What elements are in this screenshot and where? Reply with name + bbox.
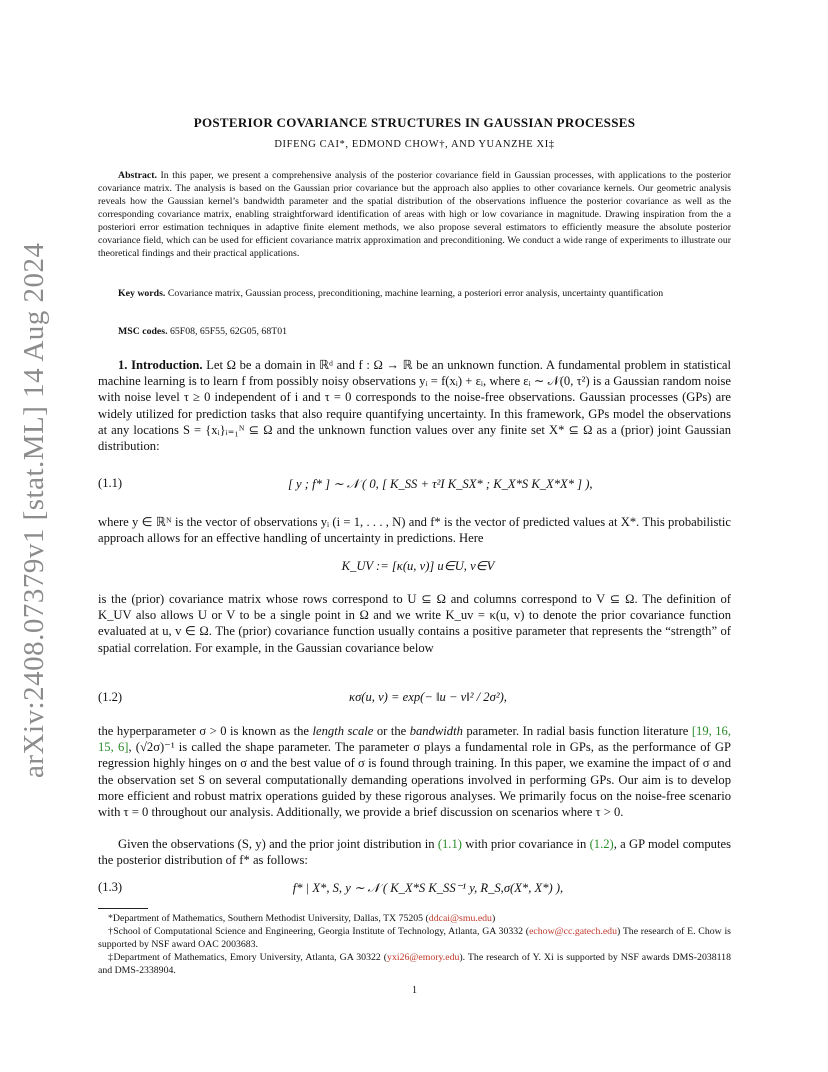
keywords-label: Key words.: [118, 288, 166, 299]
intro-paragraph-2: where y ∈ ℝᴺ is the vector of observations yᵢ (i = 1, . . . , N) and f* is the vector of predicted values at X*. This probabilistic approach allows for an effective handling of uncertainty in predictions. Here: [98, 515, 731, 546]
footnote-text: ): [491, 913, 496, 924]
equation-1-2: [98, 690, 731, 712]
equation-1-1: [98, 470, 731, 506]
footnote-text: ‡Department of Mathematics, Emory University, Atlanta, GA 30322 (: [108, 952, 388, 963]
footnote-text: ). The research of Y. Xi is supported by NSF awards DMS-2038118 and DMS-2338904.: [98, 952, 731, 976]
email-link[interactable]: echow@cc.gatech.edu: [529, 926, 617, 937]
intro-paragraph-4: [98, 723, 731, 820]
footnote-2: [98, 925, 731, 951]
intro-paragraph-3: is the (prior) covariance matrix whose rows correspond to U ⊆ Ω and columns correspond to V ⊆ Ω. The definition of K_UV also allows U or V to be a single point in Ω and we write K_uv = κ(u, v) to denote the prior covariance function evaluated at u, v ∈ Ω. The (prior) covariance function usually contains a positive parameter that represents the “strength” of spatial correlation. For example, in the Gaussian covariance below: [98, 592, 731, 655]
keywords-text: Covariance matrix, Gaussian process, preconditioning, machine learning, a posteriori error analysis, uncertainty quantification: [167, 288, 664, 299]
msc-label: MSC codes.: [118, 326, 168, 337]
email-link[interactable]: ddcai@smu.edu: [428, 913, 492, 924]
equation-ref-link[interactable]: (1.1): [437, 837, 462, 851]
emphasis: length scale: [312, 724, 374, 738]
abstract: [98, 169, 731, 260]
intro-paragraph-5: [98, 836, 731, 868]
msc-codes: [98, 326, 731, 337]
text-run: , (√2σ)⁻¹ is called the shape parameter. The parameter σ plays a fundamental role in GPs, as the performance of GP regression highly hinges on σ and the best value of σ is found through training. In this paper, we examine the impact of σ and the observation set S on several computationally demanding operations involved in performing GPs. Our aim is to develop more efficient and robust matrix operations guided by these rigorous analyses. We primarily focus on the noise-free scenario with τ = 0 throughout our analysis. Additionally, we provide a brief discussion on scenarios where τ > 0.: [98, 740, 731, 820]
footnote-3: [98, 951, 731, 977]
page-number: 1: [412, 985, 417, 996]
emphasis: bandwidth: [409, 724, 463, 738]
footnote-text: ) The research of E. Chow is supported by NSF award OAC 2003683.: [98, 926, 731, 950]
intro-p1-text: Let Ω be a domain in ℝᵈ and f : Ω → ℝ be an unknown function. A fundamental problem in statistical machine learning is to learn f from possibly noisy observations yᵢ = f(xᵢ) + εᵢ, where εᵢ ∼ 𝒩(0, τ²) is a Gaussian random noise with noise level τ ≥ 0 independent of i and τ = 0 corresponds to the noise-free observations. Gaussian processes (GPs) are widely utilized for prediction tasks that also require quantifying uncertainty. In this framework, GPs model the observations at any locations S = {xᵢ}ᵢ₌₁ᴺ ⊆ Ω and the unknown function values over any finite set X* ⊆ Ω as a (prior) joint Gaussian distribution:: [98, 358, 732, 454]
text-run: with prior covariance in: [461, 837, 590, 851]
intro-paragraph-1: [98, 357, 731, 454]
msc-text: 65F08, 65F55, 62G05, 68T01: [169, 326, 288, 337]
citation-link[interactable]: [19, 16, 15, 6]: [98, 724, 732, 755]
email-link[interactable]: yxi26@emory.edu: [387, 952, 460, 963]
footnote-rule: [98, 908, 148, 909]
equation-ref-link[interactable]: (1.2): [589, 837, 614, 851]
equation-body: [ y ; f* ] ∼ 𝒩 ( 0, [ K_SS + τ²I K_SX* ; K_X*S K_X*X* ] ),: [288, 477, 593, 491]
equation-1-3: [98, 880, 731, 902]
abstract-text: In this paper, we present a comprehensive analysis of the posterior covariance field in Gaussian processes, with applications to the posterior covariance matrix. The analysis is based on the Gaussian prior covariance but the approach also applies to other covariance kernels. Our geometric analysis reveals how the Gaussian kernel’s bandwidth parameter and the spatial distribution of the observations influence the posterior covariance as well as the corresponding covariance matrix, enabling straightforward identification of areas with high or low covariance in magnitude. Drawing inspiration from the a posteriori error estimation techniques in adaptive finite element methods, we also propose several estimators to efficiently measure the absolute posterior covariance field, which can be used for efficient covariance matrix approximation and preconditioning. We conduct a wide range of experiments to illustrate our theoretical findings and their practical applications.: [98, 170, 731, 259]
text-run: the hyperparameter σ > 0 is known as the: [98, 724, 313, 738]
equation-body: K_UV := [κ(u, v)] u∈U, v∈V: [341, 559, 495, 573]
author-list: DIFENG CAI*, EDMOND CHOW†, AND YUANZHE XI‡: [274, 139, 555, 150]
equation-body: f* | X*, S, y ∼ 𝒩 ( K_X*S K_SS⁻¹ y, R_S,σ(X*, X*) ),: [292, 881, 564, 895]
equation-kuv: [98, 558, 731, 578]
section-heading: 1. Introduction.: [118, 358, 203, 372]
text-run: parameter. In radial basis function literature: [462, 724, 692, 738]
paper-title: POSTERIOR COVARIANCE STRUCTURES IN GAUSSIAN PROCESSES: [193, 115, 636, 130]
equation-number: (1.1): [98, 476, 123, 490]
text-run: Given the observations (S, y) and the prior joint distribution in: [118, 837, 438, 851]
footnote-text: *Department of Mathematics, Southern Methodist University, Dallas, TX 75205 (: [108, 913, 429, 924]
arxiv-watermark: arXiv:2408.07379v1 [stat.ML] 14 Aug 2024: [18, 242, 50, 778]
text-run: , a GP model computes the posterior distribution of f* as follows:: [98, 837, 731, 868]
equation-body: κσ(u, v) = exp(− ‖u − v‖² / 2σ²),: [349, 690, 507, 704]
footnote-text: †School of Computational Science and Engineering, Georgia Institute of Technology, Atlanta, GA 30332 (: [108, 926, 530, 937]
equation-number: (1.2): [98, 690, 123, 704]
equation-number: (1.3): [98, 880, 123, 894]
abstract-label: Abstract.: [118, 170, 157, 181]
footnote-1: [98, 912, 731, 925]
keywords: [98, 287, 731, 300]
text-run: or the: [373, 724, 410, 738]
